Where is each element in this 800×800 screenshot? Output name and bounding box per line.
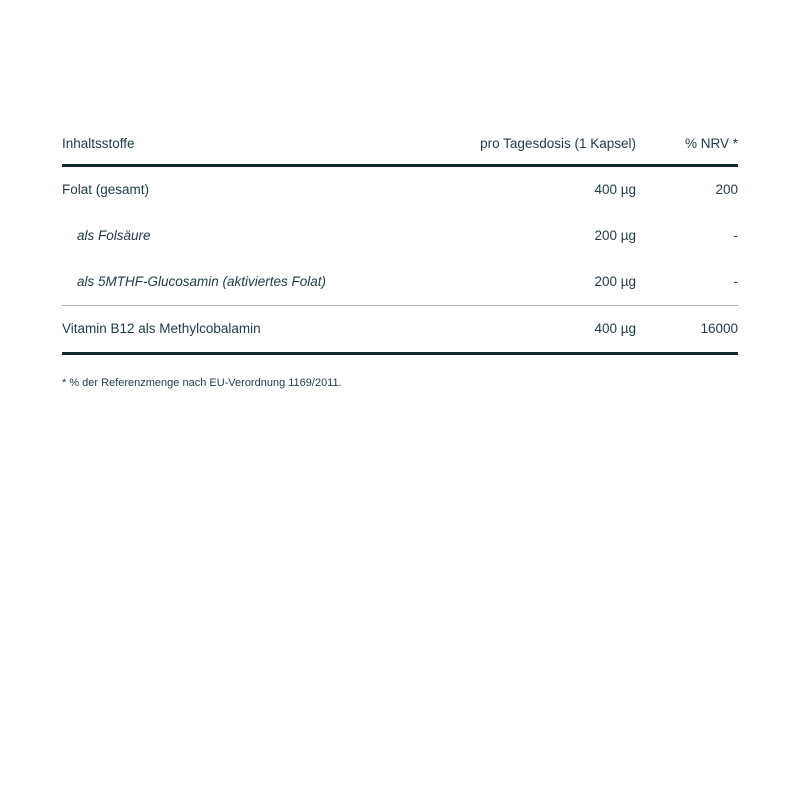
- table-row: [62, 259, 738, 306]
- ingredient-cell: als Folsäure: [77, 228, 151, 244]
- nrv-cell: -: [733, 228, 738, 244]
- ingredient-cell: Folat (gesamt): [62, 182, 150, 198]
- dose-cell: 200 µg: [594, 228, 636, 244]
- table-header-row: [62, 124, 738, 167]
- header-ingredient: Inhaltsstoffe: [62, 136, 135, 152]
- table-row: [62, 213, 738, 259]
- nutrition-table: [62, 124, 738, 355]
- header-nrv: % NRV *: [684, 136, 738, 152]
- table-row: [62, 167, 738, 213]
- table-row: [62, 306, 738, 355]
- nrv-cell: -: [733, 274, 738, 290]
- nrv-cell: 16000: [700, 321, 738, 337]
- ingredient-cell: als 5MTHF-Glucosamin (aktiviertes Folat): [77, 274, 327, 290]
- header-dose: pro Tagesdosis (1 Kapsel): [480, 136, 636, 152]
- ingredient-cell: Vitamin B12 als Methylcobalamin: [62, 321, 261, 337]
- dose-cell: 400 µg: [594, 321, 636, 337]
- nrv-cell: 200: [715, 182, 738, 198]
- footnote: * % der Referenzmenge nach EU-Verordnung 1169/2011.: [62, 377, 342, 389]
- dose-cell: 200 µg: [594, 274, 636, 290]
- dose-cell: 400 µg: [594, 182, 636, 198]
